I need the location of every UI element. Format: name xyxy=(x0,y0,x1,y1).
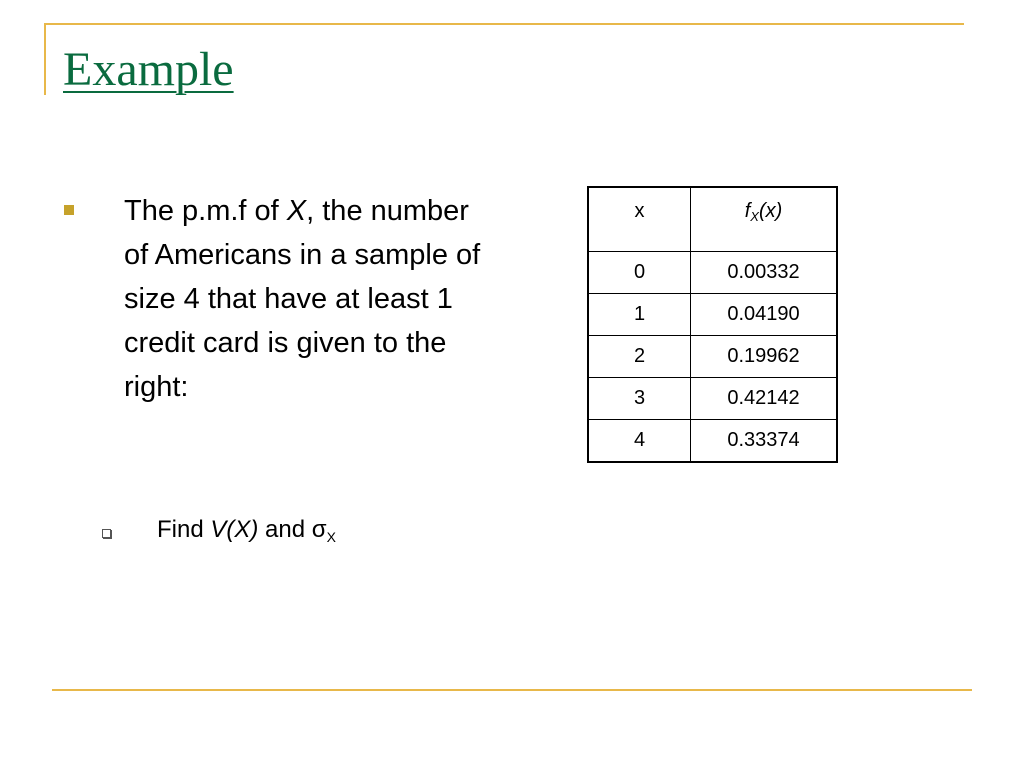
table-row xyxy=(588,378,837,420)
cell-x: 3 xyxy=(588,378,691,420)
main-paragraph xyxy=(124,189,484,409)
variance-expression: V(X) xyxy=(210,516,259,543)
header-x: x xyxy=(588,187,691,252)
cell-f: 0.04190 xyxy=(691,294,838,336)
square-bullet-icon xyxy=(64,205,74,215)
bottom-border-line xyxy=(52,689,972,691)
cell-f: 0.19962 xyxy=(691,336,838,378)
cell-x: 1 xyxy=(588,294,691,336)
table-header-row xyxy=(588,187,837,252)
cell-f: 0.33374 xyxy=(691,420,838,463)
top-border-line xyxy=(44,23,964,25)
table-row xyxy=(588,252,837,294)
cell-f: 0.42142 xyxy=(691,378,838,420)
cell-x: 2 xyxy=(588,336,691,378)
header-f-main: f xyxy=(744,200,751,222)
sigma-subscript: X xyxy=(326,529,336,545)
table-row xyxy=(588,336,837,378)
cell-x: 0 xyxy=(588,252,691,294)
header-fx xyxy=(691,187,838,252)
cell-x: 4 xyxy=(588,420,691,463)
header-f-sub: X xyxy=(750,209,759,224)
table-row xyxy=(588,420,837,463)
table-row xyxy=(588,294,837,336)
cell-f: 0.00332 xyxy=(691,252,838,294)
header-f-arg: (x) xyxy=(758,200,783,222)
paragraph-text-2: , the number of Americans in a sample of size 4 that have at least 1 credit card is given to the right: xyxy=(124,195,481,403)
sub-prefix: Find xyxy=(157,516,211,543)
slide-title: Example xyxy=(63,43,234,96)
sub-middle: and σ xyxy=(258,516,327,543)
variable-x: X xyxy=(286,195,307,227)
pmf-table xyxy=(587,186,838,463)
hollow-square-bullet-icon xyxy=(102,529,111,538)
sub-bullet-text xyxy=(157,514,336,553)
paragraph-text-1: The p.m.f of xyxy=(124,195,287,227)
left-border-line xyxy=(44,23,46,95)
